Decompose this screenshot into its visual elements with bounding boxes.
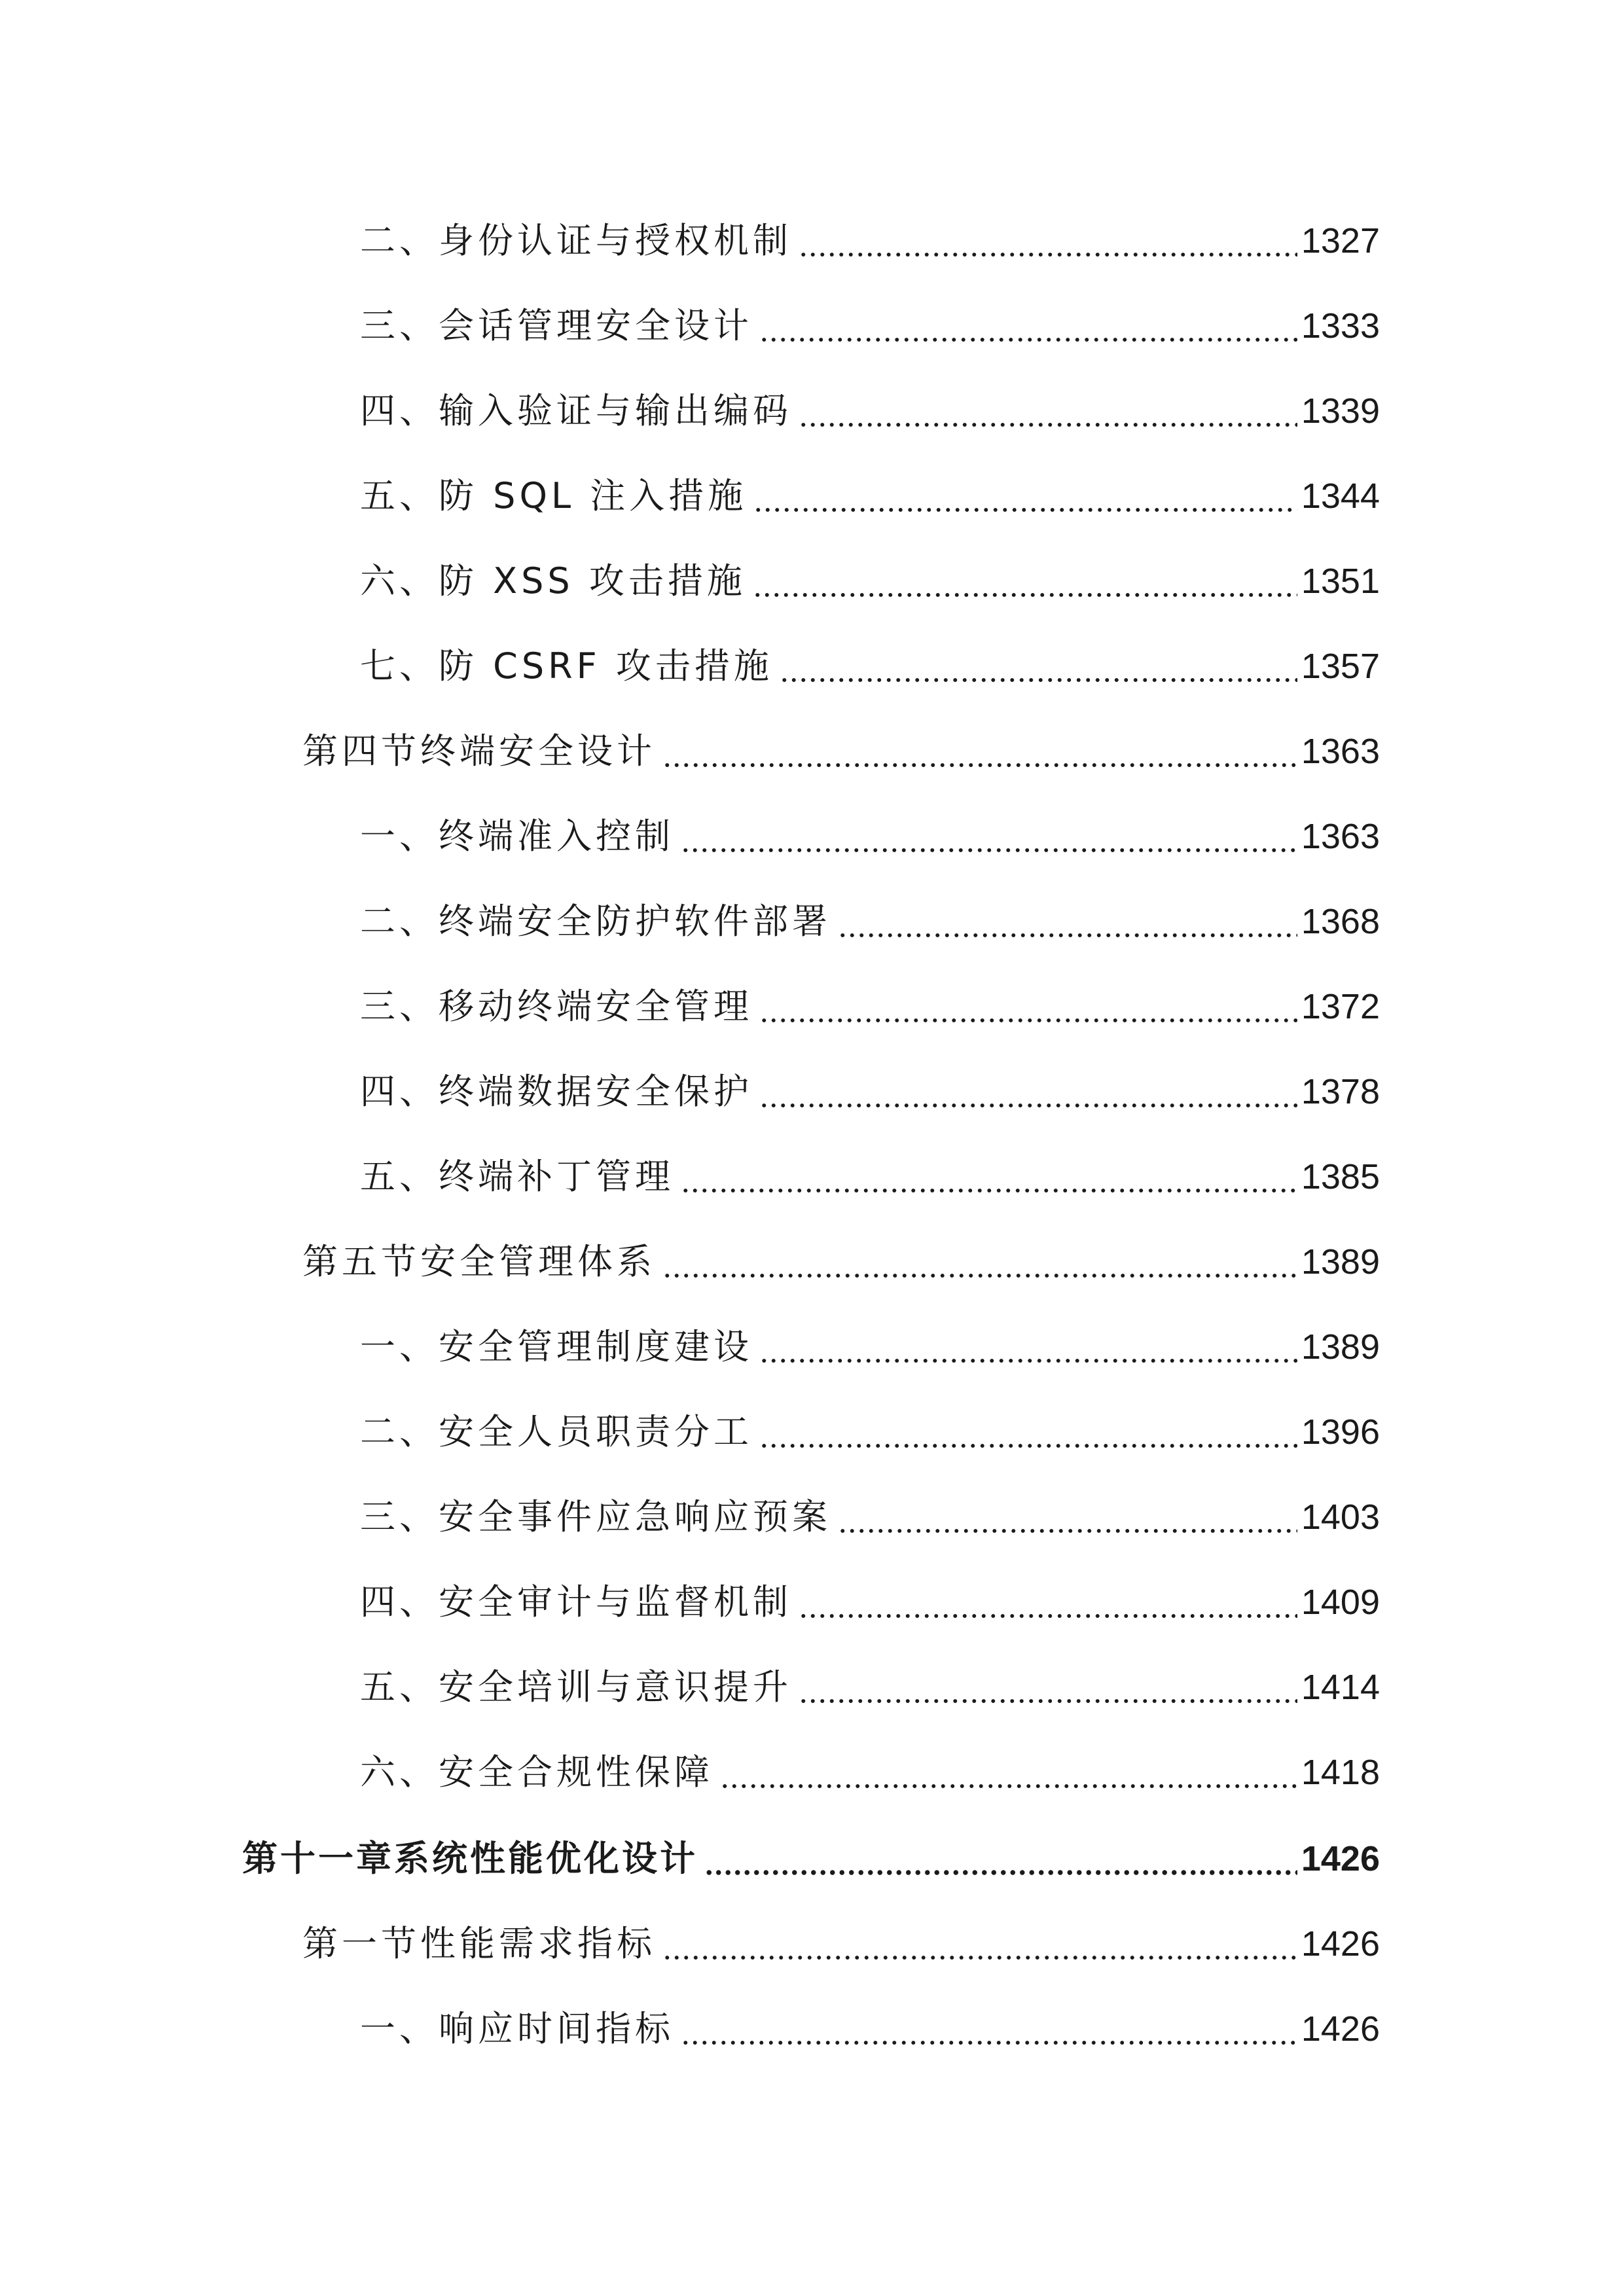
toc-entry-page: 1378 [1301,1072,1380,1111]
toc-entry-page: 1363 [1301,817,1380,856]
dot-leader [759,1102,1297,1109]
toc-entry-page: 1409 [1301,1583,1380,1622]
dot-leader [759,1017,1297,1024]
toc-entry[interactable] [360,804,1380,869]
toc-entry[interactable] [360,293,1380,359]
toc-entry-page: 1363 [1301,732,1380,771]
dot-leader [753,507,1297,513]
toc-entry-title: 二、安全人员职责分工 [360,1411,753,1452]
toc-entry[interactable] [302,1229,1380,1295]
toc-entry-title: 七、防 CSRF 攻击措施 [360,645,773,687]
dot-leader [704,1869,1297,1876]
dot-leader [662,1954,1297,1961]
toc-entry-page: 1389 [1301,1327,1380,1367]
toc-entry[interactable] [360,208,1380,274]
toc-entry[interactable] [360,1655,1380,1720]
dot-leader [799,1613,1297,1619]
dot-leader [753,592,1297,598]
toc-entry-page: 1351 [1301,562,1380,601]
toc-entry[interactable] [360,889,1380,954]
dot-leader [681,1187,1297,1194]
toc-entry-page: 1372 [1301,987,1380,1026]
toc-entry-title: 第五节安全管理体系 [302,1241,656,1282]
dot-leader [780,677,1297,683]
toc-entry[interactable] [360,634,1380,699]
toc-entry[interactable] [360,378,1380,444]
toc-entry-title: 三、会话管理安全设计 [360,305,753,346]
dot-leader [799,422,1297,428]
dot-leader [681,847,1297,853]
toc-entry-page: 1426 [1301,1839,1380,1878]
toc-entry-title: 五、防 SQL 注入措施 [360,475,748,516]
toc-entry[interactable] [302,1911,1380,1977]
toc-entry[interactable] [360,1740,1380,1805]
toc-entry-page: 1333 [1301,306,1380,346]
toc-entry[interactable] [360,1996,1380,2062]
dot-leader [759,336,1297,343]
toc-entry-page: 1389 [1301,1242,1380,1282]
toc-entry-title: 一、终端准入控制 [360,816,674,857]
toc-entry-page: 1327 [1301,221,1380,260]
toc-entry-title: 四、输入验证与输出编码 [360,390,792,431]
dot-leader [681,2039,1297,2046]
toc-entry-title: 五、安全培训与意识提升 [360,1666,792,1708]
toc-entry[interactable] [360,1314,1380,1380]
dot-leader [759,1357,1297,1364]
toc-entry-page: 1418 [1301,1753,1380,1792]
toc-entry[interactable] [360,1144,1380,1210]
dot-leader [799,1698,1297,1704]
toc-entry-page: 1396 [1301,1412,1380,1452]
toc-entry-page: 1385 [1301,1157,1380,1196]
toc-entry-page: 1344 [1301,476,1380,516]
toc-entry-title: 第一节性能需求指标 [302,1923,656,1964]
toc-entry[interactable] [360,1570,1380,1635]
toc-entry-page: 1339 [1301,391,1380,431]
toc-entry-title: 二、身份认证与授权机制 [360,220,792,261]
toc-entry[interactable] [360,1059,1380,1124]
toc-entry-title: 第十一章系统性能优化设计 [242,1838,698,1879]
toc-entry[interactable] [360,1399,1380,1465]
toc-entry-title: 一、安全管理制度建设 [360,1326,753,1367]
toc-entry-title: 四、终端数据安全保护 [360,1071,753,1112]
toc-entry-title: 二、终端安全防护软件部署 [360,901,831,942]
toc-entry[interactable] [302,719,1380,784]
toc-entry-page: 1357 [1301,647,1380,686]
toc-entry-title: 四、安全审计与监督机制 [360,1581,792,1623]
dot-leader [838,1528,1297,1534]
dot-leader [662,762,1297,768]
dot-leader [759,1443,1297,1449]
toc-entry-page: 1414 [1301,1668,1380,1707]
toc-entry-title: 第四节终端安全设计 [302,730,656,772]
toc-entry-title: 五、终端补丁管理 [360,1156,674,1197]
toc-entry-title: 三、移动终端安全管理 [360,986,753,1027]
toc-entry[interactable] [360,463,1380,529]
dot-leader [799,251,1297,258]
dot-leader [838,932,1297,939]
toc-entry-page: 1403 [1301,1498,1380,1537]
dot-leader [720,1783,1297,1789]
toc-entry-title: 六、安全合规性保障 [360,1751,713,1793]
toc-entry-chapter[interactable] [242,1826,1380,1892]
toc-entry-page: 1368 [1301,902,1380,941]
toc-entry[interactable] [360,548,1380,614]
dot-leader [662,1272,1297,1279]
toc-entry-title: 一、响应时间指标 [360,2008,674,2049]
toc-entry[interactable] [360,974,1380,1039]
toc-entry-page: 1426 [1301,1924,1380,1964]
toc-entry[interactable] [360,1484,1380,1550]
toc-entry-title: 六、防 XSS 攻击措施 [360,560,746,601]
toc-entry-page: 1426 [1301,2009,1380,2049]
toc-entry-title: 三、安全事件应急响应预案 [360,1496,831,1537]
